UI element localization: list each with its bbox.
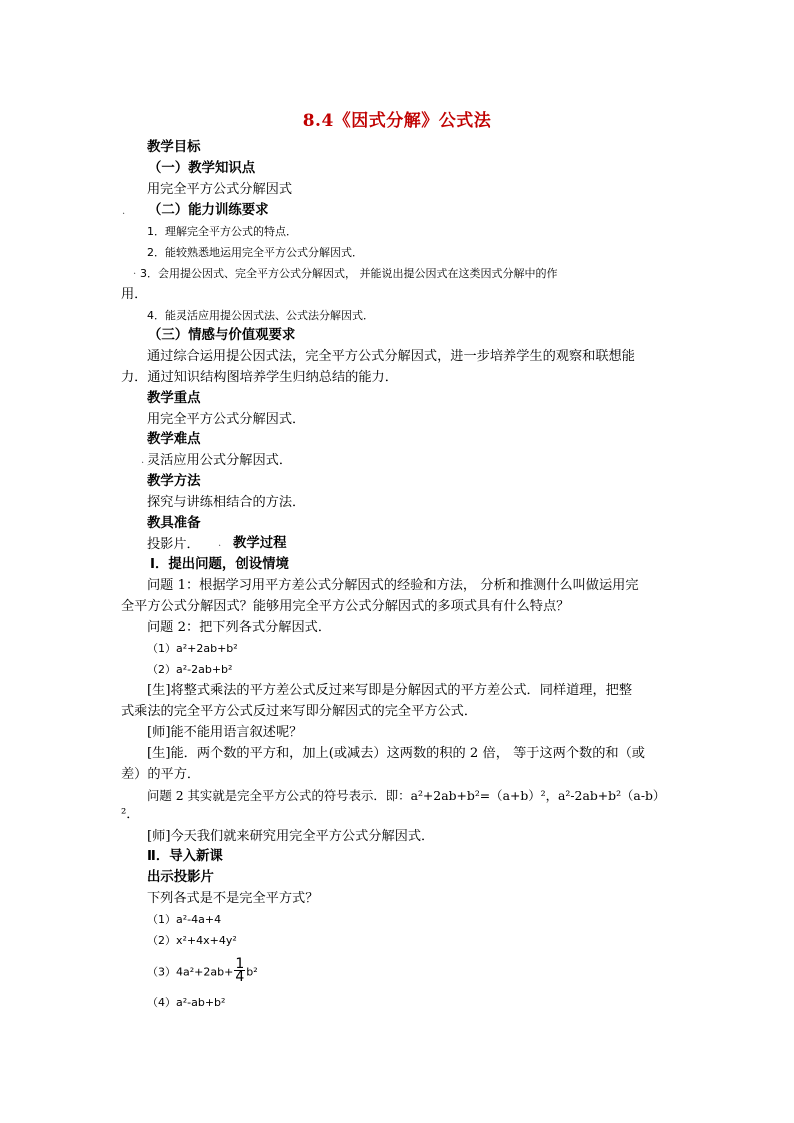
method-heading: 教学方法 [147, 474, 201, 489]
part2-item-1: （1）a²-4a+4 [147, 913, 222, 926]
part2-item-3-suffix: b² [246, 965, 258, 979]
question-1-line-2: 全平方公式分解因式？能够用完全平方公式分解因式的多项式具有什么特点？ [121, 599, 570, 614]
part2-item-3 [147, 956, 258, 985]
ability-heading: （二）能力训练要求 [148, 203, 269, 218]
knowledge-heading: （一）教学知识点 [148, 161, 256, 176]
prep-text: 投影片． [147, 537, 200, 552]
teacher-question-1: [师]能不能用语言叙述呢？ [147, 725, 303, 740]
ability-item-3: 3．会用提公因式、完全平方公式分解因式， 并能说出提公因式在这类因式分解中的作 [140, 267, 558, 280]
part1-heading: Ⅰ．提出问题，创设情境 [150, 557, 289, 572]
part2-item-2: （2）x²+4x+4y² [147, 934, 237, 947]
fraction [234, 958, 245, 983]
stray-mark: . [141, 455, 145, 466]
knowledge-item: 用完全平方公式分解因式 [147, 182, 293, 197]
ability-item-2: 2．能较熟悉地运用完全平方公式分解因式． [147, 246, 363, 259]
difficult-heading: 教学难点 [147, 432, 201, 447]
emotion-text-1: 通过综合运用提公因式法，完全平方公式分解因式，进一步培养学生的观察和联想能 [147, 349, 635, 364]
question-2-item-1: （1）a²+2ab+b² [147, 642, 238, 655]
prep-heading: 教具准备 [147, 516, 201, 531]
ability-item-1: 1．理解完全平方公式的特点． [147, 225, 297, 238]
student-answer-2-line-1: [生]能．两个数的平方和，加上(或减去）这两数的积的 2 倍， 等于这两个数的和（或 [147, 746, 645, 761]
teacher-statement-1: [师]今天我们就来研究用完全平方公式分解因式． [147, 829, 435, 844]
goals-heading: 教学目标 [147, 140, 201, 155]
fraction-numerator: 1 [235, 956, 245, 972]
stray-mark: . [133, 266, 137, 277]
key-heading: 教学重点 [147, 391, 201, 406]
student-answer-2-line-2: 差）的平方． [121, 767, 201, 782]
process-heading: 教学过程 [233, 536, 287, 551]
stray-mark: . [218, 538, 222, 549]
emotion-text-2: 力．通过知识结构图培养学生归纳总结的能力． [121, 370, 398, 385]
stray-mark: . [122, 206, 126, 217]
emotion-heading: （三）情感与价值观要求 [148, 328, 296, 343]
fraction-denominator: 4 [235, 969, 245, 985]
part2-question: 下列各式是不是完全平方式？ [147, 891, 319, 906]
question-1-line-1: 问题 1：根据学习用平方差公式分解因式的经验和方法， 分析和推测什么叫做运用完 [147, 578, 639, 593]
part2-item-4: （4）a²-ab+b² [147, 996, 226, 1009]
student-answer-1-line-1: [生]将整式乘法的平方差公式反过来写即是分解因式的平方差公式．同样道理，把整 [147, 683, 633, 698]
student-answer-1-line-2: 式乘法的完全平方公式反过来写即分解因式的完全平方公式． [121, 704, 478, 719]
question-2-answer-line-2: ²． [121, 807, 140, 822]
page-title: 8.4《因式分解》公式法 [302, 111, 492, 131]
ability-item-3-cont: 用． [121, 287, 148, 302]
question-2: 问题 2：把下列各式分解因式． [147, 620, 332, 635]
part2-subheading: 出示投影片 [147, 870, 214, 885]
key-text: 用完全平方公式分解因式． [147, 412, 306, 427]
part2-heading: Ⅱ．导入新课 [147, 849, 223, 864]
question-2-item-2: （2）a²-2ab+b² [147, 663, 233, 676]
question-2-answer-line-1: 问题 2 其实就是完全平方公式的符号表示．即：a²+2ab+b²=（a+b）²，a²-2ab+b²（a-b） [147, 788, 666, 803]
part2-item-3-prefix: （3）4a²+2ab+ [147, 965, 234, 979]
difficult-text: 灵活应用公式分解因式． [147, 453, 293, 468]
ability-item-4: 4．能灵活应用提公因式法、公式法分解因式． [147, 309, 374, 322]
method-text: 探究与讲练相结合的方法． [147, 495, 306, 510]
